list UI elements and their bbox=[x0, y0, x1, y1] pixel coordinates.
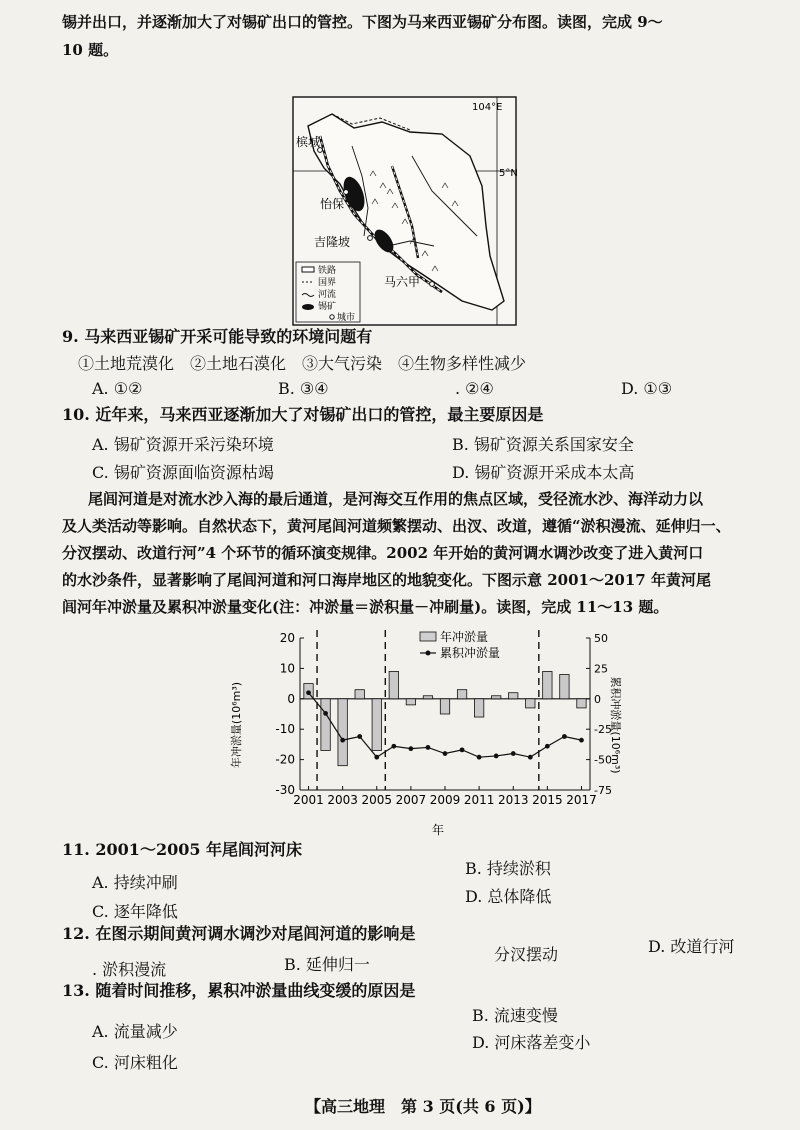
annual-bar bbox=[509, 693, 518, 699]
cumulative-point bbox=[374, 755, 379, 760]
annual-bar bbox=[406, 699, 415, 705]
city-marker bbox=[430, 282, 435, 287]
annual-bar bbox=[355, 690, 364, 699]
x-tick-label: 2005 bbox=[361, 793, 393, 807]
y-tick-label-right: 25 bbox=[594, 662, 608, 676]
x-tick-label: 2009 bbox=[429, 793, 461, 807]
cumulative-point bbox=[477, 755, 482, 760]
cumulative-point bbox=[391, 744, 396, 749]
svg-text:河流: 河流 bbox=[318, 290, 337, 300]
x-axis-label: 年 bbox=[431, 823, 445, 837]
annual-bar bbox=[440, 699, 449, 714]
y-tick-label-left: -30 bbox=[275, 783, 295, 797]
q13-option-c[interactable]: C. 河床粗化 bbox=[92, 1053, 178, 1072]
svg-text:国界: 国界 bbox=[318, 278, 337, 288]
annual-bar bbox=[321, 699, 330, 751]
cumulative-point bbox=[426, 745, 431, 750]
x-tick-label: 2001 bbox=[293, 793, 324, 807]
svg-text:锡矿: 锡矿 bbox=[318, 302, 337, 312]
svg-text:城市: 城市 bbox=[337, 313, 356, 323]
passage-line-5: 闾河年冲淤量及累积冲淤量变化(注：冲淤量＝淤积量－冲刷量)。读图，完成 11～13 题。 bbox=[62, 598, 669, 616]
y-axis-left-label: 年冲淤量(10⁶m³) bbox=[230, 681, 243, 769]
x-tick-label: 2013 bbox=[497, 793, 529, 807]
y-tick-label-left: 20 bbox=[279, 631, 295, 645]
svg-text:铁路: 铁路 bbox=[318, 266, 337, 276]
q9-option-a[interactable]: A. ①② bbox=[92, 379, 143, 398]
cumulative-point bbox=[511, 751, 516, 756]
sediment-chart bbox=[220, 620, 620, 835]
map-legend bbox=[296, 262, 360, 323]
intro-line-2: 10 题。 bbox=[62, 41, 119, 59]
q10-option-c[interactable]: C. 锡矿资源面临资源枯竭 bbox=[92, 463, 274, 482]
q13-option-d[interactable]: D. 河床落差变小 bbox=[472, 1033, 591, 1052]
y-axis-right-label: 累积冲淤量(10⁶m³) bbox=[609, 676, 622, 774]
cumulative-point bbox=[408, 746, 413, 751]
annual-bar bbox=[474, 699, 483, 717]
intro-line-1: 锡并出口，并逐渐加大了对锡矿出口的管控。下图为马来西亚锡矿分布图。读图，完成 9～ bbox=[62, 13, 663, 31]
q12-option-a[interactable]: . 淤积漫流 bbox=[92, 960, 167, 979]
y-tick-label-left: -10 bbox=[275, 722, 295, 737]
q12-option-c[interactable]: 分汊摆动 bbox=[494, 945, 559, 964]
legend-label-cumulative: 累积冲淤量 bbox=[440, 646, 501, 660]
y-tick-label-right: 50 bbox=[594, 632, 608, 645]
q10-stem: 10. 近年来，马来西亚逐渐加大了对锡矿出口的管控，最主要原因是 bbox=[62, 405, 544, 424]
cumulative-point bbox=[545, 744, 550, 749]
q10-option-d[interactable]: D. 锡矿资源开采成本太高 bbox=[452, 463, 635, 482]
tin-map-figure bbox=[292, 96, 517, 326]
annual-bar bbox=[372, 699, 381, 751]
cumulative-point bbox=[579, 738, 584, 743]
cumulative-point bbox=[494, 754, 499, 759]
cumulative-point bbox=[323, 711, 328, 716]
y-tick-label-right: 0 bbox=[594, 692, 601, 706]
q10-option-b[interactable]: B. 锡矿资源关系国家安全 bbox=[452, 435, 634, 454]
cumulative-point bbox=[306, 690, 311, 695]
annual-bar bbox=[526, 699, 535, 708]
q12-option-b[interactable]: B. 延伸归一 bbox=[284, 955, 370, 974]
cumulative-point bbox=[562, 734, 567, 739]
cumulative-point bbox=[528, 755, 533, 760]
q9-option-b[interactable]: B. ③④ bbox=[278, 379, 329, 398]
annual-bar bbox=[491, 696, 500, 699]
q11-option-c[interactable]: C. 逐年降低 bbox=[92, 902, 178, 921]
q11-option-b[interactable]: B. 持续淤积 bbox=[465, 859, 551, 878]
q9-items: ①土地荒漠化 ②土地石漠化 ③大气污染 ④生物多样性减少 bbox=[78, 354, 527, 373]
cumulative-point bbox=[340, 738, 345, 743]
passage-line-3: 分汊摆动、改道行河”4 个环节的循环演变规律。2002 年开始的黄河调水调沙改变了进入黄河口 bbox=[62, 544, 704, 562]
cumulative-point bbox=[443, 751, 448, 756]
passage-line-4: 的水沙条件，显著影响了尾闾河道和河口海岸地区的地貌变化。下图示意 2001～2017 年黄河尾 bbox=[62, 571, 711, 589]
q13-option-a[interactable]: A. 流量减少 bbox=[92, 1022, 178, 1041]
page-footer: 【高三地理 第 3 页(共 6 页)】 bbox=[305, 1097, 541, 1116]
chart-legend bbox=[420, 629, 500, 660]
x-tick-label: 2007 bbox=[395, 793, 427, 807]
y-tick-label-right: -25 bbox=[594, 723, 612, 737]
passage-line-1: 尾闾河道是对流水沙入海的最后通道，是河海交互作用的焦点区域，受径流水沙、海洋动力以 bbox=[88, 490, 704, 508]
q12-stem: 12. 在图示期间黄河调水调沙对尾闾河道的影响是 bbox=[62, 924, 416, 943]
q10-option-a[interactable]: A. 锡矿资源开采污染环境 bbox=[92, 435, 274, 454]
annual-bar bbox=[423, 696, 432, 699]
annual-bar bbox=[338, 699, 347, 766]
city-label-jilongpo: 吉隆坡 bbox=[314, 235, 351, 249]
legend-label-annual: 年冲淤量 bbox=[440, 630, 489, 644]
y-tick-label-right: -75 bbox=[594, 784, 612, 797]
q11-option-d[interactable]: D. 总体降低 bbox=[465, 887, 552, 906]
annual-bar bbox=[457, 690, 466, 699]
city-marker bbox=[344, 190, 349, 195]
lon-label: 104°E bbox=[472, 102, 503, 113]
q11-option-a[interactable]: A. 持续冲刷 bbox=[92, 873, 178, 892]
x-tick-label: 2003 bbox=[327, 793, 358, 807]
annual-bar bbox=[543, 671, 552, 698]
x-tick-label: 2015 bbox=[532, 793, 563, 807]
city-label-yibao: 怡保 bbox=[320, 197, 345, 211]
city-label-binang: 槟城 bbox=[296, 135, 321, 149]
q9-option-d[interactable]: D. ①③ bbox=[621, 379, 673, 398]
city-label-maliujia: 马六甲 bbox=[384, 275, 421, 289]
q9-option-c[interactable]: . ②④ bbox=[455, 379, 494, 398]
q9-stem: 9. 马来西亚锡矿开采可能导致的环境问题有 bbox=[62, 327, 373, 346]
annual-bar bbox=[577, 699, 586, 708]
y-tick-label-right: -50 bbox=[594, 753, 612, 767]
y-tick-label-left: -20 bbox=[275, 752, 295, 767]
q12-option-d[interactable]: D. 改道行河 bbox=[648, 937, 735, 956]
passage-line-2: 及人类活动等影响。自然状态下，黄河尾闾河道频繁摆动、出汊、改道，遵循“淤积漫流、延伸归一、 bbox=[62, 517, 731, 535]
lat-label: 5°N bbox=[499, 168, 518, 179]
annual-bar bbox=[560, 674, 569, 698]
cumulative-point bbox=[460, 747, 465, 752]
q11-stem: 11. 2001～2005 年尾闾河河床 bbox=[62, 840, 303, 859]
x-tick-label: 2011 bbox=[463, 793, 495, 807]
y-tick-label-left: 0 bbox=[287, 691, 295, 706]
city-marker bbox=[368, 236, 373, 241]
x-tick-label: 2017 bbox=[566, 793, 597, 807]
y-tick-label-left: 10 bbox=[279, 661, 295, 676]
q13-option-b[interactable]: B. 流速变慢 bbox=[472, 1006, 558, 1025]
q13-stem: 13. 随着时间推移，累积冲淤量曲线变缓的原因是 bbox=[62, 981, 416, 1000]
annual-bar bbox=[389, 671, 398, 698]
cumulative-point bbox=[357, 734, 362, 739]
